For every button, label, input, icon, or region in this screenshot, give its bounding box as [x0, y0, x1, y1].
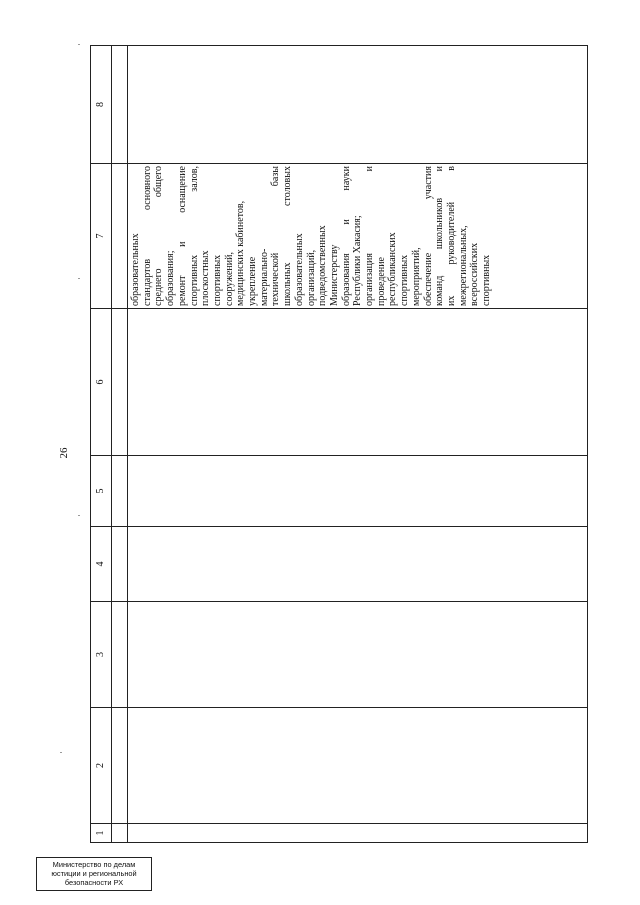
table-cell	[112, 527, 128, 602]
document-table	[90, 45, 588, 843]
col7-line: обеспечение участия	[422, 166, 434, 306]
col7-line: сооружений,	[223, 252, 235, 306]
col7-line: Министерству	[328, 244, 340, 306]
col7-line: образовательных	[130, 233, 141, 306]
col7-line: мероприятий,	[410, 247, 422, 306]
col7-line: среднего общего	[153, 166, 165, 306]
table-cell	[112, 46, 128, 164]
col7-line: стандартов основного	[141, 166, 153, 306]
col7-line: организация и	[364, 166, 376, 306]
col7-line: плоскостных	[200, 250, 212, 306]
table-header-row	[91, 46, 112, 843]
col7-line: спортивных	[211, 254, 223, 306]
table-row	[112, 46, 128, 843]
column-header: 1	[91, 824, 112, 843]
table-cell	[112, 708, 128, 824]
col7-line: технической базы	[270, 166, 282, 306]
stamp-line: юстиции и региональной	[51, 869, 137, 878]
table-rotated-wrapper	[90, 46, 588, 843]
col7-line: всероссийских	[469, 242, 481, 306]
table-cell	[128, 456, 588, 527]
table-cell	[112, 456, 128, 527]
column-header: 5	[91, 456, 112, 527]
table-rotated-inner	[90, 46, 588, 843]
col7-line: организаций,	[305, 249, 317, 306]
stamp-line: безопасности РХ	[64, 878, 124, 887]
column-header: 2	[91, 708, 112, 824]
table-cell	[128, 527, 588, 602]
table-cell	[112, 164, 128, 309]
col7-line: школьных столовых	[282, 166, 294, 306]
col7-line: укрепление	[247, 256, 259, 306]
col7-line: образовательных	[293, 233, 305, 306]
column-header: 3	[91, 602, 112, 708]
scan-speck	[78, 44, 80, 45]
col7-line: материально-	[258, 248, 270, 306]
table-cell	[128, 824, 588, 843]
scan-speck	[60, 752, 62, 753]
col7-text	[128, 164, 493, 308]
table-row	[128, 46, 588, 843]
table-cell	[112, 824, 128, 843]
column-header: 6	[91, 309, 112, 456]
col7-line: образования и науки	[340, 166, 352, 306]
col7-line: спортивных	[481, 254, 493, 306]
column-header: 7	[91, 164, 112, 309]
table-cell	[128, 164, 588, 309]
column-header: 4	[91, 527, 112, 602]
col7-line: образования;	[165, 250, 177, 306]
table-cell	[112, 602, 128, 708]
table-cell	[128, 46, 588, 164]
scan-speck	[78, 278, 80, 279]
col7-line: проведение	[375, 257, 387, 306]
col7-line: подведомственных	[317, 225, 329, 306]
col7-line: их руководителей в	[445, 166, 457, 306]
registration-stamp	[36, 857, 152, 891]
column-header: 8	[91, 46, 112, 164]
col7-line: республиканских	[387, 232, 399, 306]
stamp-line: Министерство по делам	[52, 860, 136, 869]
page-number: 26	[58, 447, 70, 459]
scan-speck	[78, 515, 80, 516]
table-cell	[128, 309, 588, 456]
col7-line: Республики Хакасия;	[352, 215, 364, 306]
col7-line: межрегиональных,	[457, 225, 469, 306]
table-cell	[128, 708, 588, 824]
table-cell	[112, 309, 128, 456]
col7-line: спортивных	[399, 254, 411, 306]
col7-line: спортивных залов,	[188, 166, 200, 306]
col7-line: медицинских кабинетов,	[235, 200, 247, 306]
table-cell	[128, 602, 588, 708]
col7-line: команд школьников и	[434, 166, 446, 306]
col7-line: ремонт и оснащение	[176, 166, 188, 306]
